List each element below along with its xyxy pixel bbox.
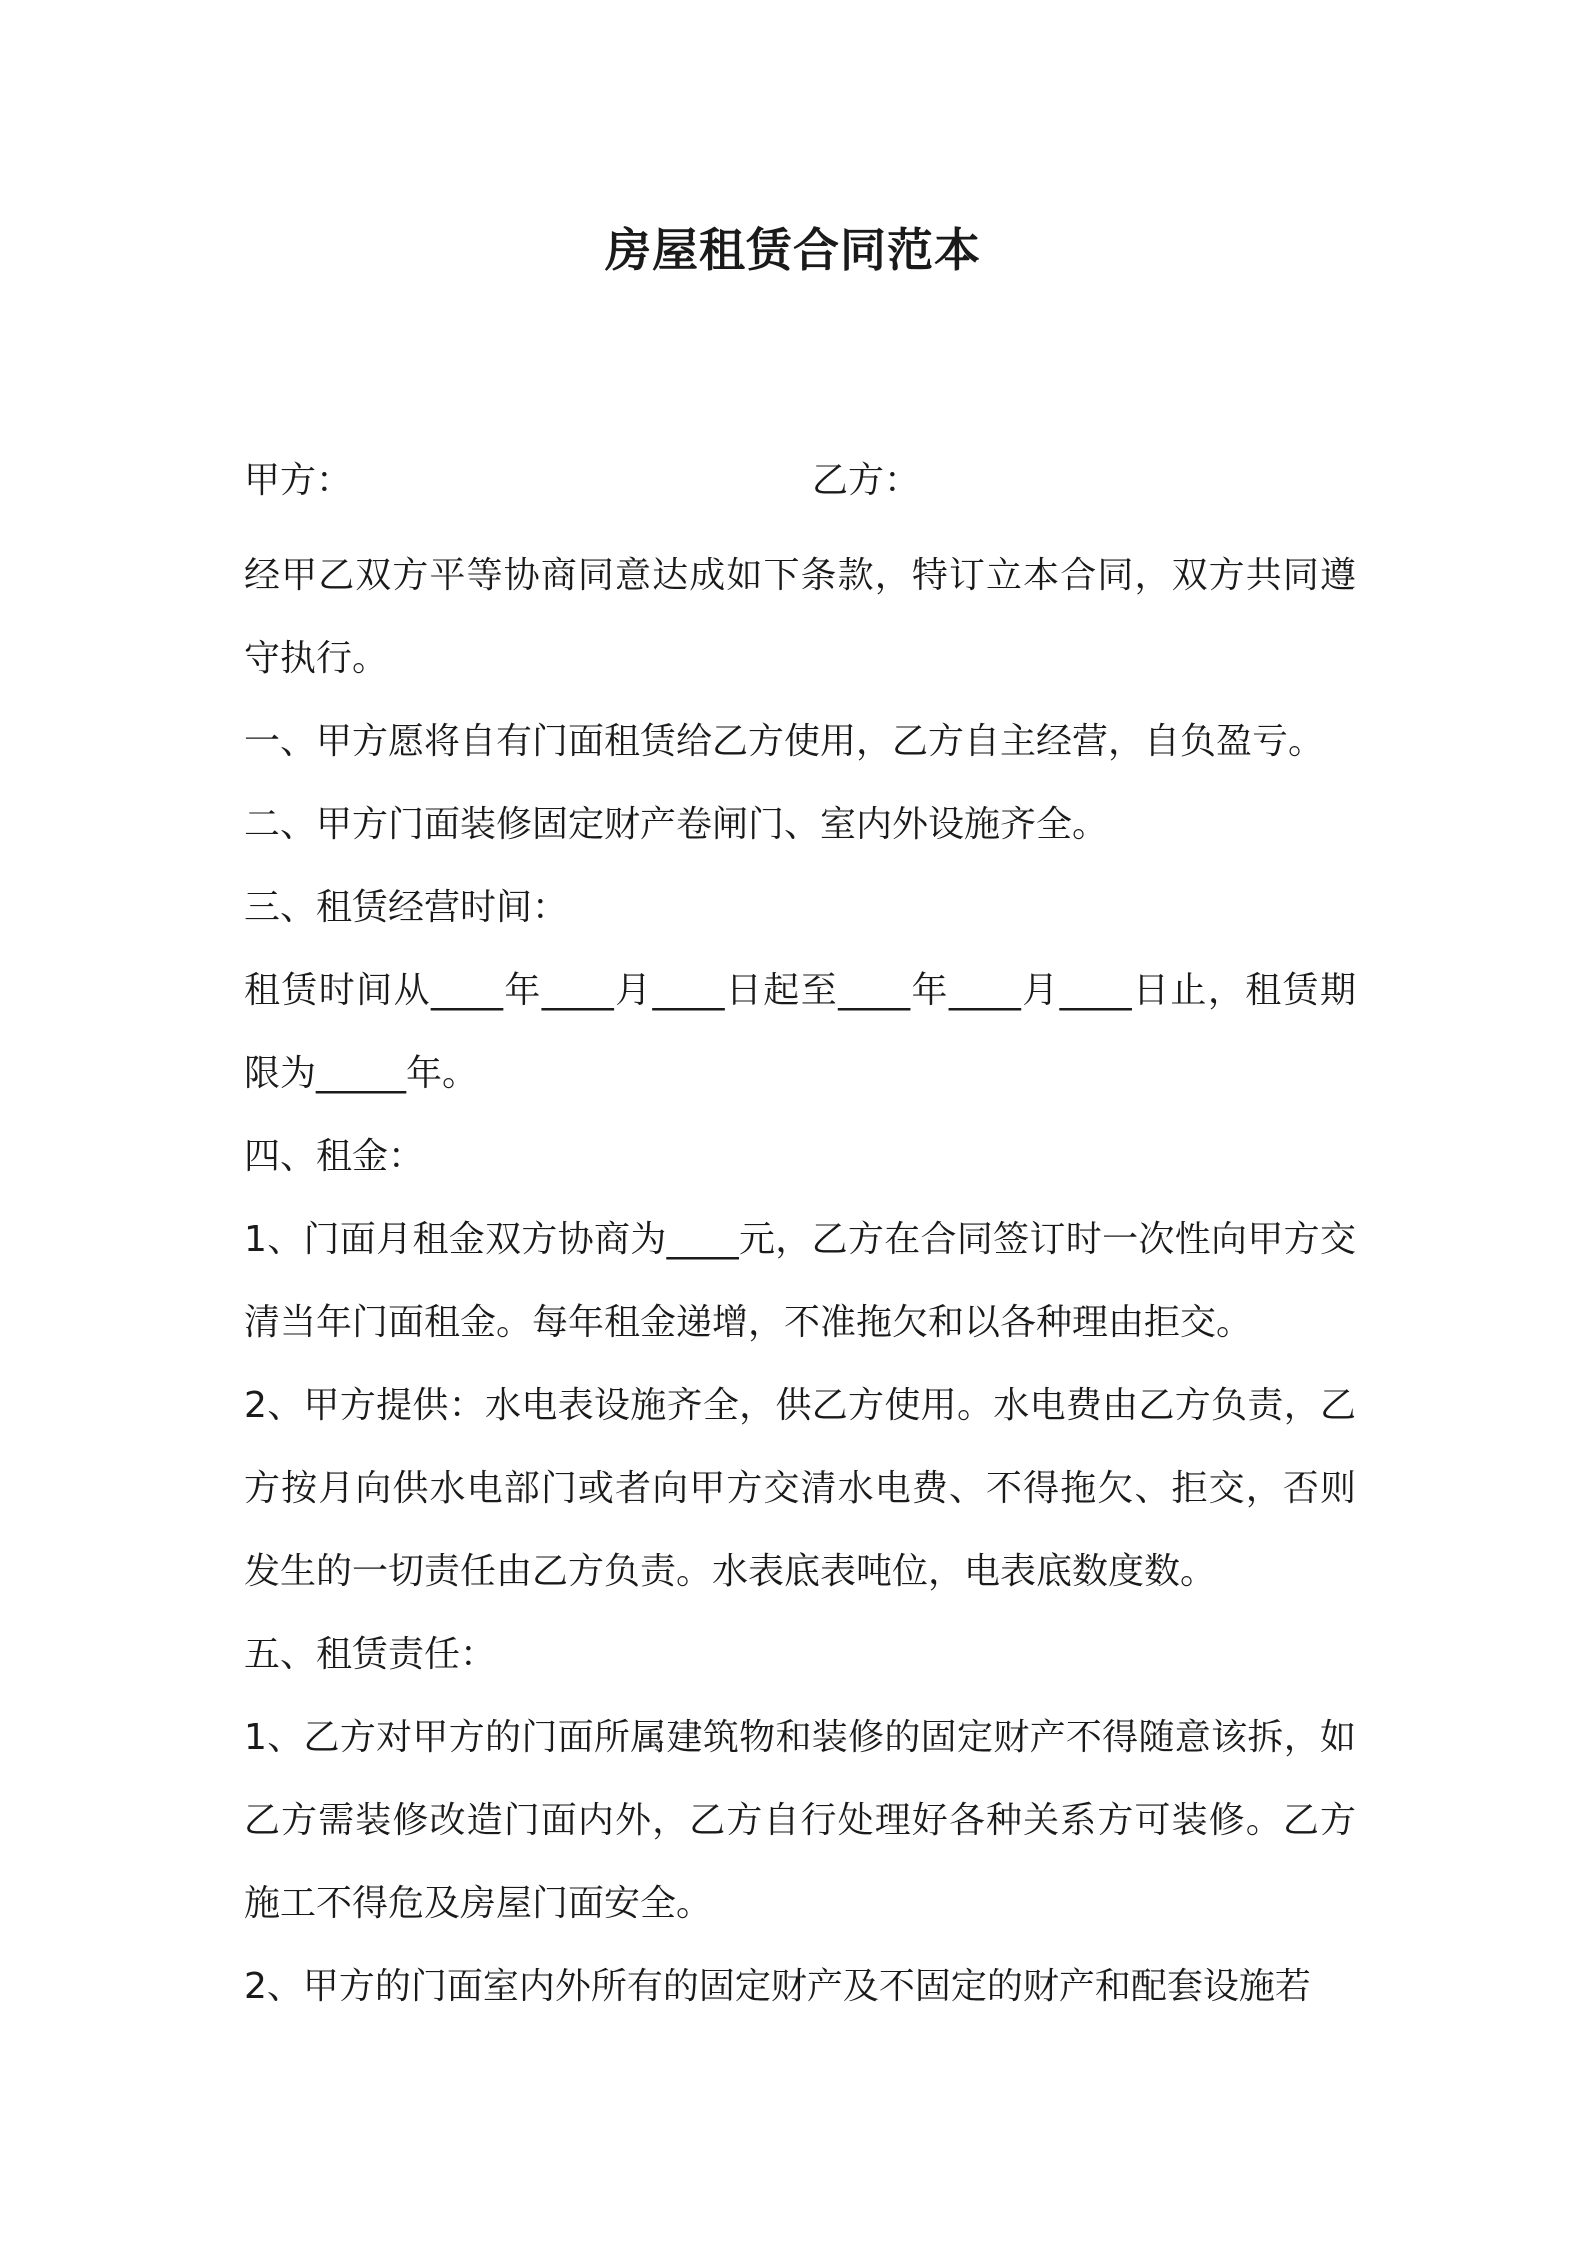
contract-body (244, 534, 1356, 2028)
paragraph-clause-2: 二、甲方门面装修固定财产卷闸门、室内外设施齐全。 (244, 804, 1109, 845)
party-a-label: 甲方： (244, 460, 353, 501)
paragraph-clause-5-heading: 五、租赁责任： (244, 1634, 497, 1675)
paragraph-rent-2: 2、甲方提供：水电表设施齐全，供乙方使用。水电费由乙方负责，乙方按月向供水电部门或者向甲方交清水电费、不得拖欠、拒交，否则发生的一切责任由乙方负责。水表底表吨位，电表底数度数。 (244, 1385, 1356, 1592)
parties-row (244, 452, 1344, 512)
paragraph-clause-1: 一、甲方愿将自有门面租赁给乙方使用，乙方自主经营，自负盈亏。 (244, 721, 1325, 762)
paragraph-clause-3-heading: 三、租赁经营时间： (244, 887, 569, 928)
document-title: 房屋租赁合同范本 (605, 223, 981, 277)
paragraph-intro: 经甲乙双方平等协商同意达成如下条款，特订立本合同，双方共同遵守执行。 (244, 555, 1356, 679)
paragraph-rent-1: 1、门面月租金双方协商为____元，乙方在合同签订时一次性向甲方交清当年门面租金。每年租金递增，不准拖欠和以各种理由拒交。 (244, 1219, 1356, 1343)
paragraph-clause-4-heading: 四、租金： (244, 1136, 425, 1177)
paragraph-liability-2: 2、甲方的门面室内外所有的固定财产及不固定的财产和配套设施若 (244, 1966, 1311, 2007)
paragraph-lease-period: 租赁时间从____年____月____日起至____年____月____日止，租赁期限为_____年。 (244, 970, 1356, 1094)
party-b-label: 乙方： (812, 460, 921, 501)
paragraph-liability-1: 1、乙方对甲方的门面所属建筑物和装修的固定财产不得随意该拆，如乙方需装修改造门面内外，乙方自行处理好各种关系方可装修。乙方施工不得危及房屋门面安全。 (244, 1717, 1356, 1924)
